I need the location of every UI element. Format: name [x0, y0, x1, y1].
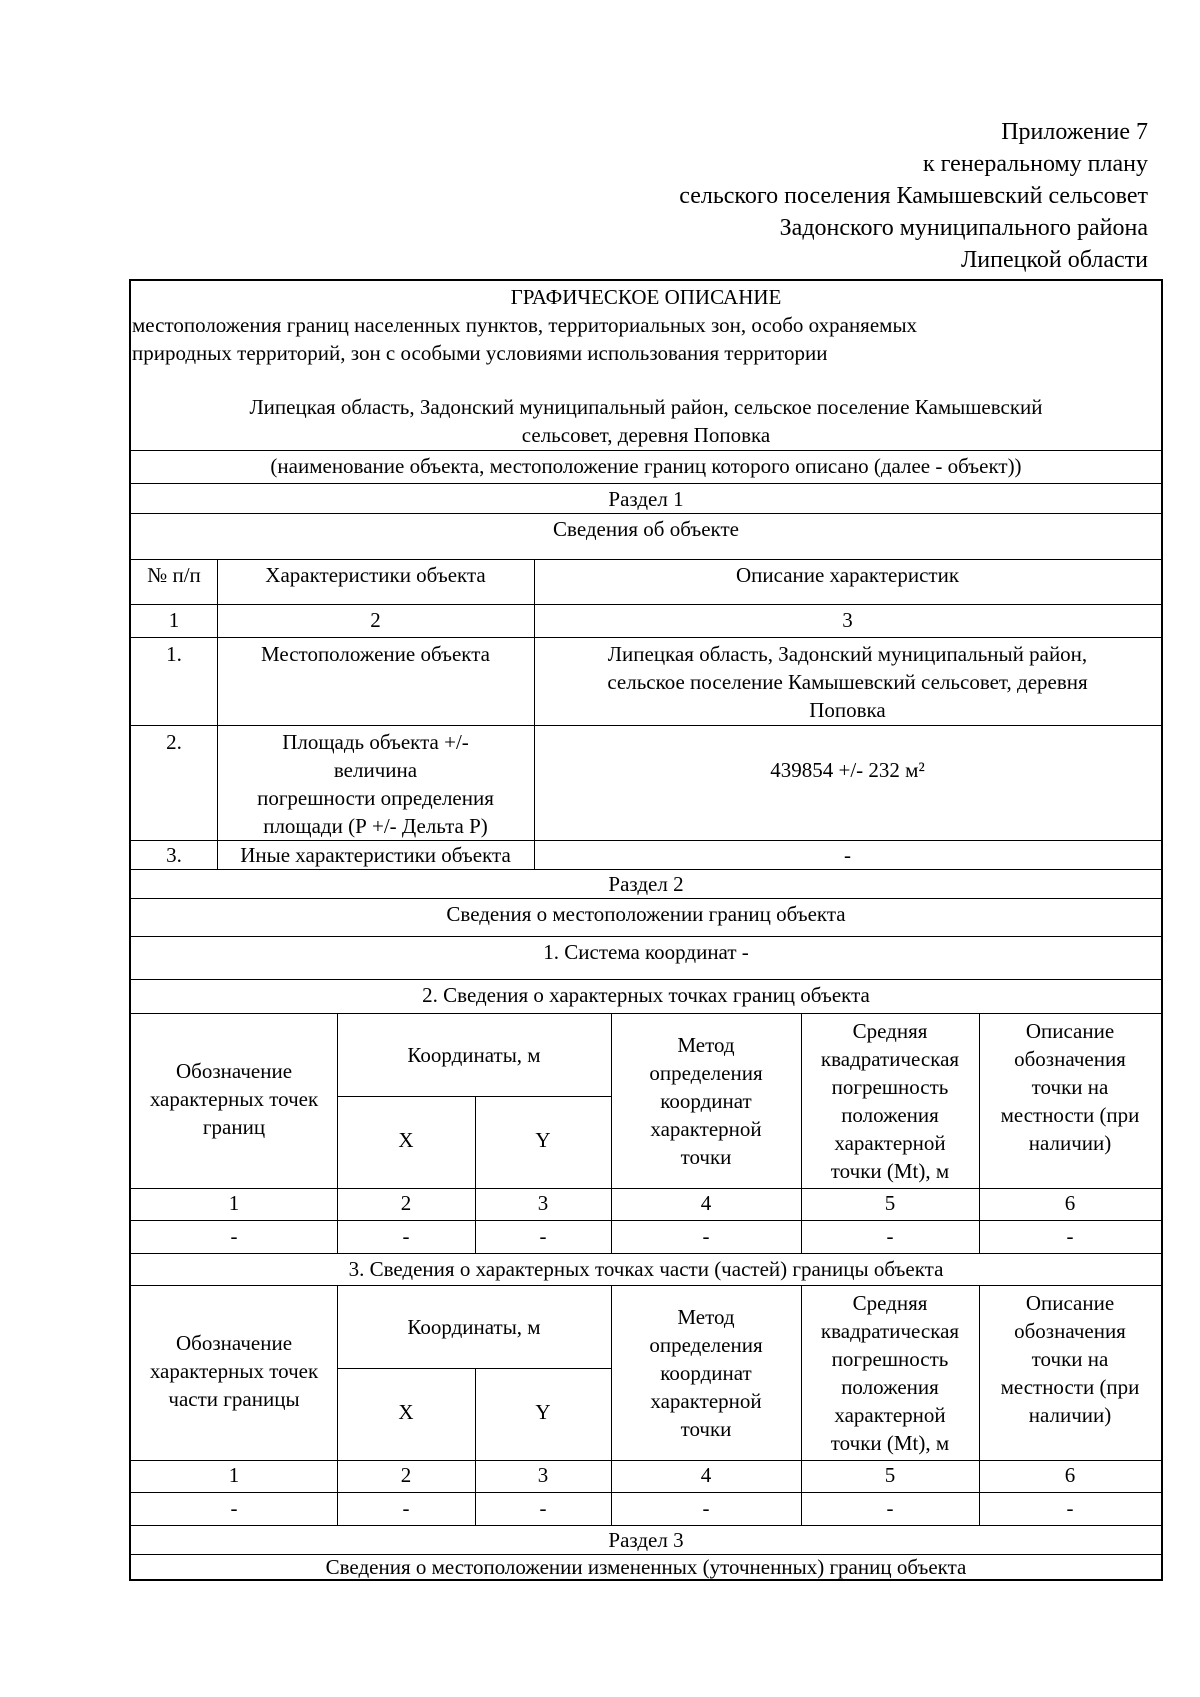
section3-label [131, 1526, 1161, 1554]
header-text: Метод определения координат характерной точки [649, 1305, 763, 1441]
row-num-text: 1. [166, 642, 182, 666]
header-text: Координаты, м [407, 1315, 541, 1339]
header-text: Обозначение характерных точек границ [149, 1059, 319, 1139]
colnum-text: 6 [1064, 1191, 1076, 1215]
s1-header-name [217, 561, 534, 601]
heading-line: Приложение 7 [1001, 119, 1148, 145]
heading-line: Задонского муниципального района [779, 215, 1148, 241]
graphic-description-form [129, 279, 1163, 1581]
colnum-text: 5 [884, 1463, 896, 1487]
points-colnum [979, 1189, 1161, 1219]
object-name-line: сельсовет, деревня Поповка [521, 423, 771, 447]
parts-value [979, 1494, 1161, 1524]
form-title [131, 283, 1161, 311]
points-method-header [611, 1015, 801, 1187]
table-row-value [534, 640, 1161, 724]
table-row-num [131, 728, 217, 828]
points-value [475, 1222, 611, 1252]
colnum-text: 2 [400, 1191, 412, 1215]
parts-value [131, 1494, 337, 1524]
value-text: - [702, 1224, 710, 1248]
row-value-text: - [844, 843, 851, 867]
points-y-header [475, 1097, 611, 1183]
parts-colnum [801, 1461, 979, 1491]
parts-title [131, 1255, 1161, 1285]
s1-colnum-text: 2 [370, 608, 381, 632]
form-subtitle [131, 311, 1161, 367]
section2-title [131, 900, 1161, 928]
section2-label [131, 870, 1161, 898]
colnum-text: 3 [537, 1191, 549, 1215]
row-num-text: 3. [166, 843, 182, 867]
points-value [979, 1222, 1161, 1252]
s1-header-num-text: № п/п [147, 563, 201, 587]
heading-line: сельского поселения Камышевский сельсовет [679, 183, 1148, 209]
colnum-text: 1 [228, 1463, 240, 1487]
subtitle-line: местоположения границ населенных пунктов, территориальных зон, особо охраняемых [132, 313, 918, 337]
section3-label-text: Раздел 3 [608, 1528, 684, 1552]
table-row-value [534, 841, 1161, 869]
parts-colnum [979, 1461, 1161, 1491]
parts-error-header [801, 1287, 979, 1459]
parts-value [337, 1494, 475, 1524]
value-text: - [886, 1496, 894, 1520]
form-title-text: ГРАФИЧЕСКОЕ ОПИСАНИЕ [510, 285, 782, 309]
s1-header-value [534, 561, 1161, 601]
value-text: - [886, 1224, 894, 1248]
header-text: Координаты, м [407, 1043, 541, 1067]
coord-system [131, 938, 1161, 968]
points-colnum [611, 1189, 801, 1219]
parts-colnum [611, 1461, 801, 1491]
section1-title [131, 515, 1161, 543]
s1-header-value-text: Описание характеристик [735, 563, 960, 587]
parts-desc-header [979, 1289, 1161, 1461]
points-value [611, 1222, 801, 1252]
points-colnum [801, 1189, 979, 1219]
s1-colnum [217, 606, 534, 636]
value-text: - [1066, 1496, 1074, 1520]
colnum-text: 5 [884, 1191, 896, 1215]
section2-label-text: Раздел 2 [608, 872, 684, 896]
s1-header-name-text: Характеристики объекта [265, 563, 486, 587]
header-text: Описание обозначения точки на местности (при наличии) [1000, 1019, 1140, 1155]
section1-title-text: Сведения об объекте [553, 517, 739, 541]
points-col1-header [131, 1015, 337, 1183]
colnum-text: 4 [700, 1191, 712, 1215]
value-text: - [230, 1224, 238, 1248]
row-name-text: Иные характеристики объекта [240, 843, 511, 867]
header-text: Средняя квадратическая погрешность положения характерной точки (Mt), м [820, 1019, 960, 1183]
header-text: X [398, 1128, 414, 1152]
s1-colnum-text: 3 [842, 608, 853, 632]
coord-system-text: 1. Система координат - [543, 940, 749, 964]
header-text: Метод определения координат характерной точки [649, 1033, 763, 1169]
points-value [801, 1222, 979, 1252]
value-text: - [402, 1224, 410, 1248]
row-value-text: Липецкая область, Задонский муниципальный район, сельское поселение Камышевский сельсовет, деревня Поповка [607, 642, 1088, 722]
value-text: - [402, 1496, 410, 1520]
parts-y-header [475, 1369, 611, 1455]
points-colnum [337, 1189, 475, 1219]
table-row-num [131, 841, 217, 869]
table-row-name [217, 841, 534, 869]
points-value [131, 1222, 337, 1252]
colnum-text: 6 [1064, 1463, 1076, 1487]
row-value-text: 439854 +/- 232 м² [770, 758, 925, 782]
points-colnum [475, 1189, 611, 1219]
parts-col1-header [131, 1287, 337, 1455]
row-name-text: Площадь объекта +/- величина погрешности определения площади (Р +/- Дельта Р) [257, 730, 494, 838]
parts-coords-header [337, 1287, 611, 1367]
parts-method-header [611, 1287, 801, 1459]
section1-label [131, 485, 1161, 513]
table-row-num [131, 640, 217, 720]
section3-title [131, 1553, 1161, 1581]
parts-title-text: 3. Сведения о характерных точках части (частей) границы объекта [348, 1257, 944, 1281]
table-row-name [217, 728, 534, 840]
s1-colnum [131, 606, 217, 636]
points-error-header [801, 1015, 979, 1187]
parts-value [611, 1494, 801, 1524]
object-name [131, 393, 1161, 449]
header-text: Обозначение характерных точек части границы [149, 1331, 319, 1411]
s1-header-num [131, 561, 217, 601]
object-caption [131, 452, 1161, 482]
header-text: X [398, 1400, 414, 1424]
colnum-text: 1 [228, 1191, 240, 1215]
parts-value [801, 1494, 979, 1524]
header-text: Y [535, 1400, 551, 1424]
value-text: - [539, 1224, 547, 1248]
colnum-text: 2 [400, 1463, 412, 1487]
row-num-text: 2. [166, 730, 182, 754]
section2-title-text: Сведения о местоположении границ объекта [446, 902, 846, 926]
colnum-text: 3 [537, 1463, 549, 1487]
heading-line: Липецкой области [961, 247, 1148, 273]
parts-colnum [337, 1461, 475, 1491]
points-title-text: 2. Сведения о характерных точках границ объекта [422, 983, 870, 1007]
points-title [131, 981, 1161, 1011]
value-text: - [539, 1496, 547, 1520]
section3-title-text: Сведения о местоположении измененных (уточненных) границ объекта [325, 1555, 967, 1579]
heading-line: к генеральному плану [922, 151, 1148, 177]
header-text: Средняя квадратическая погрешность положения характерной точки (Mt), м [820, 1291, 960, 1455]
points-coords-header [337, 1015, 611, 1095]
points-colnum [131, 1189, 337, 1219]
row-name-text: Местоположение объекта [260, 642, 490, 666]
object-name-line: Липецкая область, Задонский муниципальный район, сельское поселение Камышевский [249, 395, 1043, 419]
value-text: - [1066, 1224, 1074, 1248]
parts-colnum [475, 1461, 611, 1491]
table-row-value [534, 756, 1161, 786]
object-caption-text: (наименование объекта, местоположение границ которого описано (далее - объект)) [270, 454, 1022, 478]
points-value [337, 1222, 475, 1252]
s1-colnum-text: 1 [168, 608, 180, 632]
parts-value [475, 1494, 611, 1524]
parts-x-header [337, 1369, 475, 1455]
header-text: Описание обозначения точки на местности (при наличии) [1000, 1291, 1140, 1427]
value-text: - [702, 1496, 710, 1520]
value-text: - [230, 1496, 238, 1520]
subtitle-line: природных территорий, зон с особыми условиями использования территории [132, 341, 828, 365]
parts-colnum [131, 1461, 337, 1491]
header-text: Y [535, 1128, 551, 1152]
colnum-text: 4 [700, 1463, 712, 1487]
document-heading [679, 116, 1148, 276]
section1-label-text: Раздел 1 [608, 487, 684, 511]
points-desc-header [979, 1017, 1161, 1189]
s1-colnum [534, 606, 1161, 636]
table-row-name [217, 640, 534, 720]
points-x-header [337, 1097, 475, 1183]
